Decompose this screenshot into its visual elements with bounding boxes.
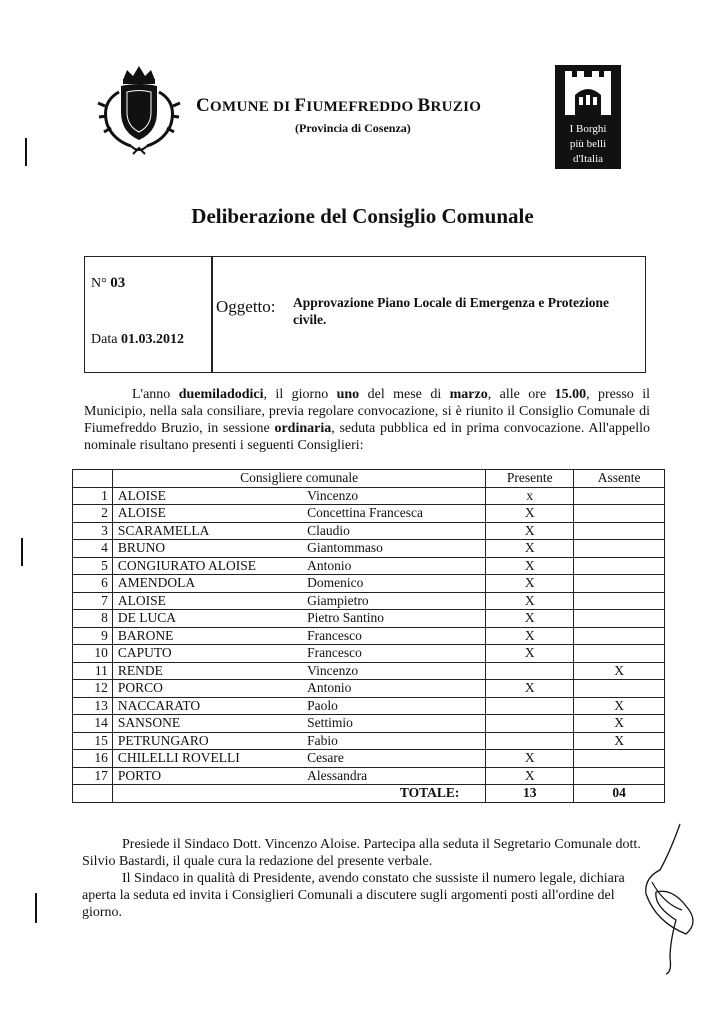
date-label: Data xyxy=(91,332,118,347)
closing-paragraph-1: Presiede il Sindaco Dott. Vincenzo Aloise. Partecipa alla seduta il Segretario Comunale dott. Silvio Bastardi, il quale cura la redazione del presente verbale. xyxy=(82,837,641,869)
absent-mark xyxy=(574,610,665,628)
table-header-row xyxy=(73,470,665,488)
absent-mark xyxy=(574,767,665,785)
table-row xyxy=(73,645,665,663)
total-present: 13 xyxy=(486,785,574,803)
absent-mark xyxy=(574,575,665,593)
present-mark: X xyxy=(486,750,574,768)
number-value: 03 xyxy=(110,275,126,291)
row-number: 12 xyxy=(73,680,113,698)
row-number: 13 xyxy=(73,697,113,715)
header-councillor: Consigliere comunale xyxy=(112,470,485,488)
table-row xyxy=(73,610,665,628)
councillor-first-name: Claudio xyxy=(302,522,486,540)
absent-mark xyxy=(574,540,665,558)
present-mark: X xyxy=(486,592,574,610)
councillor-surname: DE LUCA xyxy=(112,610,302,628)
row-number: 4 xyxy=(73,540,113,558)
header-present: Presente xyxy=(486,470,574,488)
attendance-table xyxy=(72,469,665,803)
header-blank xyxy=(73,470,113,488)
logo-line: più belli xyxy=(569,138,607,150)
table-row xyxy=(73,575,665,593)
absent-mark: X xyxy=(574,715,665,733)
councillor-first-name: Antonio xyxy=(302,557,486,575)
table-row xyxy=(73,732,665,750)
councillor-first-name: Antonio xyxy=(302,680,486,698)
present-mark xyxy=(486,697,574,715)
row-number: 5 xyxy=(73,557,113,575)
table-row xyxy=(73,697,665,715)
row-number: 7 xyxy=(73,592,113,610)
councillor-first-name: Giampietro xyxy=(302,592,486,610)
logo-line: I Borghi xyxy=(569,123,607,135)
councillor-first-name: Domenico xyxy=(302,575,486,593)
absent-mark xyxy=(574,680,665,698)
councillor-surname: CONGIURATO ALOISE xyxy=(112,557,302,575)
table-row xyxy=(73,750,665,768)
row-number: 1 xyxy=(73,487,113,505)
closing-text xyxy=(82,836,652,921)
absent-mark: X xyxy=(574,662,665,680)
table-row xyxy=(73,540,665,558)
province-subtitle: (Provincia di Cosenza) xyxy=(295,121,411,135)
present-mark: X xyxy=(486,540,574,558)
present-mark: X xyxy=(486,680,574,698)
present-mark xyxy=(486,732,574,750)
total-absent: 04 xyxy=(574,785,665,803)
municipality-title: COMUNE DI FIUMEFREDDO BRUZIO xyxy=(196,95,482,116)
present-mark xyxy=(486,715,574,733)
absent-mark: X xyxy=(574,732,665,750)
table-row xyxy=(73,715,665,733)
total-blank xyxy=(73,785,113,803)
document-title: Deliberazione del Consiglio Comunale xyxy=(191,204,534,228)
number-label: N° xyxy=(91,276,107,291)
logo-line: d'Italia xyxy=(572,153,604,165)
absent-mark xyxy=(574,750,665,768)
borghi-logo xyxy=(555,65,621,169)
row-number: 14 xyxy=(73,715,113,733)
councillor-first-name: Francesco xyxy=(302,645,486,663)
deliberation-info-box xyxy=(84,256,646,373)
councillor-first-name: Settimio xyxy=(302,715,486,733)
table-row xyxy=(73,767,665,785)
councillor-surname: RENDE xyxy=(112,662,302,680)
table-row xyxy=(73,627,665,645)
councillor-first-name: Pietro Santino xyxy=(302,610,486,628)
absent-mark xyxy=(574,627,665,645)
councillor-surname: ALOISE xyxy=(112,487,302,505)
present-mark: X xyxy=(486,645,574,663)
scan-mark xyxy=(25,138,27,166)
header-absent: Assente xyxy=(574,470,665,488)
deliberation-date xyxy=(91,332,184,348)
councillor-surname: PETRUNGARO xyxy=(112,732,302,750)
table-row xyxy=(73,522,665,540)
present-mark: X xyxy=(486,522,574,540)
present-mark: X xyxy=(486,575,574,593)
councillor-first-name: Paolo xyxy=(302,697,486,715)
total-row xyxy=(73,785,665,803)
total-label: TOTALE: xyxy=(112,785,485,803)
row-number: 15 xyxy=(73,732,113,750)
councillor-surname: SANSONE xyxy=(112,715,302,733)
scan-mark xyxy=(35,893,37,923)
row-number: 10 xyxy=(73,645,113,663)
borghi-tower-icon xyxy=(561,71,615,115)
councillor-surname: ALOISE xyxy=(112,505,302,523)
row-number: 9 xyxy=(73,627,113,645)
councillor-surname: BRUNO xyxy=(112,540,302,558)
row-number: 17 xyxy=(73,767,113,785)
present-mark: x xyxy=(486,487,574,505)
councillor-surname: PORCO xyxy=(112,680,302,698)
councillor-first-name: Concettina Francesca xyxy=(302,505,486,523)
scan-mark xyxy=(21,538,23,566)
councillor-surname: CAPUTO xyxy=(112,645,302,663)
date-value: 01.03.2012 xyxy=(120,332,184,347)
councillor-surname: PORTO xyxy=(112,767,302,785)
deliberation-number xyxy=(91,275,125,292)
councillor-first-name: Fabio xyxy=(302,732,486,750)
present-mark: X xyxy=(486,557,574,575)
present-mark: X xyxy=(486,767,574,785)
row-number: 16 xyxy=(73,750,113,768)
present-mark: X xyxy=(486,505,574,523)
table-row xyxy=(73,557,665,575)
row-number: 11 xyxy=(73,662,113,680)
councillor-first-name: Vincenzo xyxy=(302,487,486,505)
table-row xyxy=(73,487,665,505)
intro-paragraph: L'anno duemiladodici, il giorno uno del mese di marzo, alle ore 15.00, presso il Municipio, nella sala consiliare, previa regolare convocazione, si è riunito il Consiglio Comunale di Fiumefreddo Bruzio, in sessione ordinaria, seduta pubblica ed in prima convocazione. All'appello nominale risultano presenti i seguenti Consiglieri: xyxy=(84,387,650,453)
table-row xyxy=(73,592,665,610)
present-mark: X xyxy=(486,627,574,645)
table-row xyxy=(73,680,665,698)
signature-icon xyxy=(630,822,700,982)
box-divider xyxy=(211,257,213,372)
councillor-surname: ALOISE xyxy=(112,592,302,610)
councillor-first-name: Alessandra xyxy=(302,767,486,785)
municipal-crest-icon xyxy=(93,62,185,162)
absent-mark xyxy=(574,592,665,610)
absent-mark xyxy=(574,645,665,663)
absent-mark xyxy=(574,522,665,540)
absent-mark xyxy=(574,505,665,523)
absent-mark: X xyxy=(574,697,665,715)
subject-label: Oggetto: xyxy=(216,297,276,316)
councillor-surname: SCARAMELLA xyxy=(112,522,302,540)
councillor-surname: CHILELLI ROVELLI xyxy=(112,750,302,768)
absent-mark xyxy=(574,487,665,505)
councillor-first-name: Vincenzo xyxy=(302,662,486,680)
councillor-first-name: Giantommaso xyxy=(302,540,486,558)
councillor-first-name: Cesare xyxy=(302,750,486,768)
councillor-surname: AMENDOLA xyxy=(112,575,302,593)
subject-text: Approvazione Piano Locale di Emergenza e Protezione civile. xyxy=(293,295,609,327)
closing-paragraph-2: Il Sindaco in qualità di Presidente, avendo constato che sussiste il numero legale, dichiara aperta la seduta ed invita i Consiglieri Comunali a discutere sugli argomenti posti all'ordine del giorno. xyxy=(82,871,625,920)
present-mark xyxy=(486,662,574,680)
table-row xyxy=(73,505,665,523)
councillor-first-name: Francesco xyxy=(302,627,486,645)
absent-mark xyxy=(574,557,665,575)
row-number: 6 xyxy=(73,575,113,593)
row-number: 2 xyxy=(73,505,113,523)
present-mark: X xyxy=(486,610,574,628)
row-number: 8 xyxy=(73,610,113,628)
councillor-surname: NACCARATO xyxy=(112,697,302,715)
table-row xyxy=(73,662,665,680)
row-number: 3 xyxy=(73,522,113,540)
councillor-surname: BARONE xyxy=(112,627,302,645)
